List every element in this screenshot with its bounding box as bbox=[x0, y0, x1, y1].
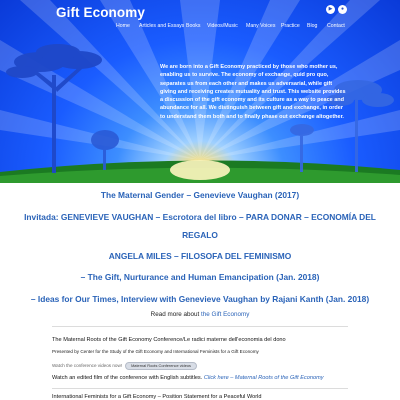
link-invitada-line1[interactable]: Invitada: GENEVIEVE VAUGHAN – Escrotora del libro – PARA DONAR – ECONOMÍA DEL bbox=[24, 212, 376, 222]
nav-blog[interactable]: Blog bbox=[307, 23, 318, 29]
nav-contact[interactable]: Contact bbox=[327, 23, 345, 29]
youtube-icon[interactable]: ▶ bbox=[326, 5, 335, 14]
watch-videos-line bbox=[52, 362, 197, 370]
link-ideas-for-our-times[interactable]: – Ideas for Our Times, Interview with Genevieve Vaughan by Rajani Kanth (Jan. 2018) bbox=[30, 294, 370, 304]
edited-film-link[interactable]: Click here – Maternal Roots of the Gift Economy bbox=[203, 375, 324, 381]
read-more-link[interactable]: the Gift Economy bbox=[201, 311, 250, 318]
nav-books[interactable]: Books bbox=[186, 23, 201, 29]
nav-home[interactable]: Home bbox=[116, 23, 130, 29]
main-nav bbox=[0, 23, 400, 33]
read-more-line bbox=[0, 311, 400, 318]
nav-articles[interactable]: Articles and Essays bbox=[139, 23, 185, 29]
hero-intro-text: We are born into a Gift Economy practiced by those who mother us, enabling us to survive. The economy of exchange, quid pro quo, separates us from each other and makes us adversarial, while gift giving and receiving creates mutuality and trust. This website provides a discussion of the gift economy and its culture as a way to peace and abundance for all. We distinguish between gift and exchange, in order to understand them both and to finally phase out exchange altogether. bbox=[160, 64, 346, 120]
divider bbox=[52, 326, 348, 327]
link-gift-nurturance[interactable]: – The Gift, Nurturance and Human Emancipation (Jan. 2018) bbox=[80, 272, 320, 282]
link-invitada-line2[interactable]: REGALO bbox=[182, 230, 218, 240]
edited-film-text: Watch an edited film of the conference with English subtitles. bbox=[52, 375, 204, 381]
read-more-prefix: Read more about bbox=[150, 311, 202, 318]
conference-title: The Maternal Roots of the Gift Economy Conference/Le radici materne dell'economia del dono bbox=[52, 337, 286, 343]
conference-videos-button[interactable]: Maternal Roots Conference videos bbox=[125, 362, 197, 370]
nav-videos-music[interactable]: Videos/Music bbox=[207, 23, 238, 29]
edited-film-line bbox=[52, 375, 324, 381]
site-logo[interactable]: Gift Economy bbox=[56, 5, 145, 20]
hero-banner bbox=[0, 0, 400, 183]
divider bbox=[52, 388, 348, 389]
link-maternal-gender[interactable]: The Maternal Gender – Genevieve Vaughan (2017) bbox=[100, 190, 300, 200]
facebook-icon[interactable]: ● bbox=[338, 5, 347, 14]
nav-practice[interactable]: Practice bbox=[281, 23, 300, 29]
position-statement-link[interactable]: International Feminists for a Gift Economy – Position Statement for a Peaceful World bbox=[52, 394, 262, 400]
nav-many-voices[interactable]: Many Voices bbox=[246, 23, 276, 29]
conference-presented-by: Presented by Center for the Study of the Gift Economy and International Feminists for a Gift Economy bbox=[52, 349, 259, 354]
watch-videos-label: Watch the conference videos now! bbox=[52, 363, 123, 369]
link-angela-miles[interactable]: ANGELA MILES – FILOSOFA DEL FEMINISMO bbox=[108, 251, 292, 261]
